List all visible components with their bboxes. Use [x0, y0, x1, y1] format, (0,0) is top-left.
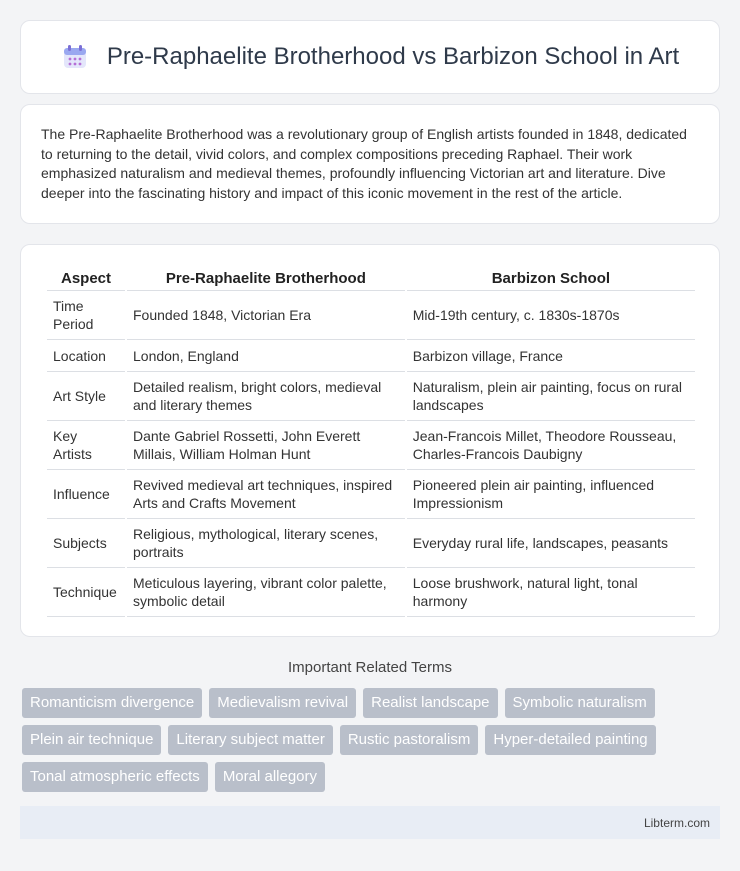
intro-text: The Pre-Raphaelite Brotherhood was a revolutionary group of English artists founded in 1848, dedicated to returning to the detail, vivid colors, and complex compositions preceding Raphael. Their work emphasized naturalism and medieval themes, profoundly influencing Victorian art and literature. Dive deeper into the fascinating history and impact of this iconic movement in the rest of the article.	[41, 126, 687, 201]
comparison-table-card	[20, 244, 720, 637]
intro-card	[20, 104, 720, 224]
title-card	[20, 20, 720, 94]
related-term-tag[interactable]: Realist landscape	[363, 688, 497, 718]
related-term-tag[interactable]: Moral allegory	[215, 762, 325, 792]
row-aspect: Influence	[47, 470, 125, 519]
related-term-tag[interactable]: Symbolic naturalism	[505, 688, 655, 718]
row-pre-raphaelite: London, England	[127, 340, 405, 372]
comparison-table	[45, 265, 697, 617]
row-aspect: Time Period	[47, 291, 125, 340]
row-pre-raphaelite: Meticulous layering, vibrant color palette, symbolic detail	[127, 568, 405, 617]
table-header-row	[47, 265, 695, 291]
table-row	[47, 519, 695, 568]
table-row	[47, 291, 695, 340]
table-row	[47, 372, 695, 421]
related-terms-list	[22, 688, 720, 792]
related-terms-title: Important Related Terms	[288, 659, 452, 676]
calendar-icon	[61, 43, 89, 71]
row-pre-raphaelite: Detailed realism, bright colors, medieval and literary themes	[127, 372, 405, 421]
related-term-tag[interactable]: Medievalism revival	[209, 688, 356, 718]
table-row	[47, 470, 695, 519]
row-barbizon: Pioneered plein air painting, influenced Impressionism	[407, 470, 695, 519]
row-barbizon: Mid-19th century, c. 1830s-1870s	[407, 291, 695, 340]
row-barbizon: Jean-Francois Millet, Theodore Rousseau, Charles-Francois Daubigny	[407, 421, 695, 470]
page-title: Pre-Raphaelite Brotherhood vs Barbizon School in Art	[106, 43, 680, 70]
header-barbizon: Barbizon School	[407, 265, 695, 291]
row-barbizon: Barbizon village, France	[407, 340, 695, 372]
related-term-tag[interactable]: Plein air technique	[22, 725, 161, 755]
related-term-tag[interactable]: Tonal atmospheric effects	[22, 762, 208, 792]
row-barbizon: Naturalism, plein air painting, focus on rural landscapes	[407, 372, 695, 421]
header-pre-raphaelite: Pre-Raphaelite Brotherhood	[127, 265, 405, 291]
row-pre-raphaelite: Dante Gabriel Rossetti, John Everett Millais, William Holman Hunt	[127, 421, 405, 470]
row-aspect: Subjects	[47, 519, 125, 568]
related-term-tag[interactable]: Rustic pastoralism	[340, 725, 479, 755]
table-row	[47, 340, 695, 372]
row-pre-raphaelite: Founded 1848, Victorian Era	[127, 291, 405, 340]
header-aspect: Aspect	[47, 265, 125, 291]
related-term-tag[interactable]: Hyper-detailed painting	[485, 725, 655, 755]
row-barbizon: Everyday rural life, landscapes, peasants	[407, 519, 695, 568]
table-row	[47, 568, 695, 617]
row-pre-raphaelite: Religious, mythological, literary scenes, portraits	[127, 519, 405, 568]
row-pre-raphaelite: Revived medieval art techniques, inspired Arts and Crafts Movement	[127, 470, 405, 519]
related-term-tag[interactable]: Literary subject matter	[168, 725, 332, 755]
row-aspect: Technique	[47, 568, 125, 617]
related-term-tag[interactable]: Romanticism divergence	[22, 688, 202, 718]
table-row	[47, 421, 695, 470]
row-barbizon: Loose brushwork, natural light, tonal harmony	[407, 568, 695, 617]
row-aspect: Location	[47, 340, 125, 372]
row-aspect: Art Style	[47, 372, 125, 421]
row-aspect: Key Artists	[47, 421, 125, 470]
footer-site-link[interactable]: Libterm.com	[643, 815, 710, 830]
footer	[20, 806, 720, 839]
